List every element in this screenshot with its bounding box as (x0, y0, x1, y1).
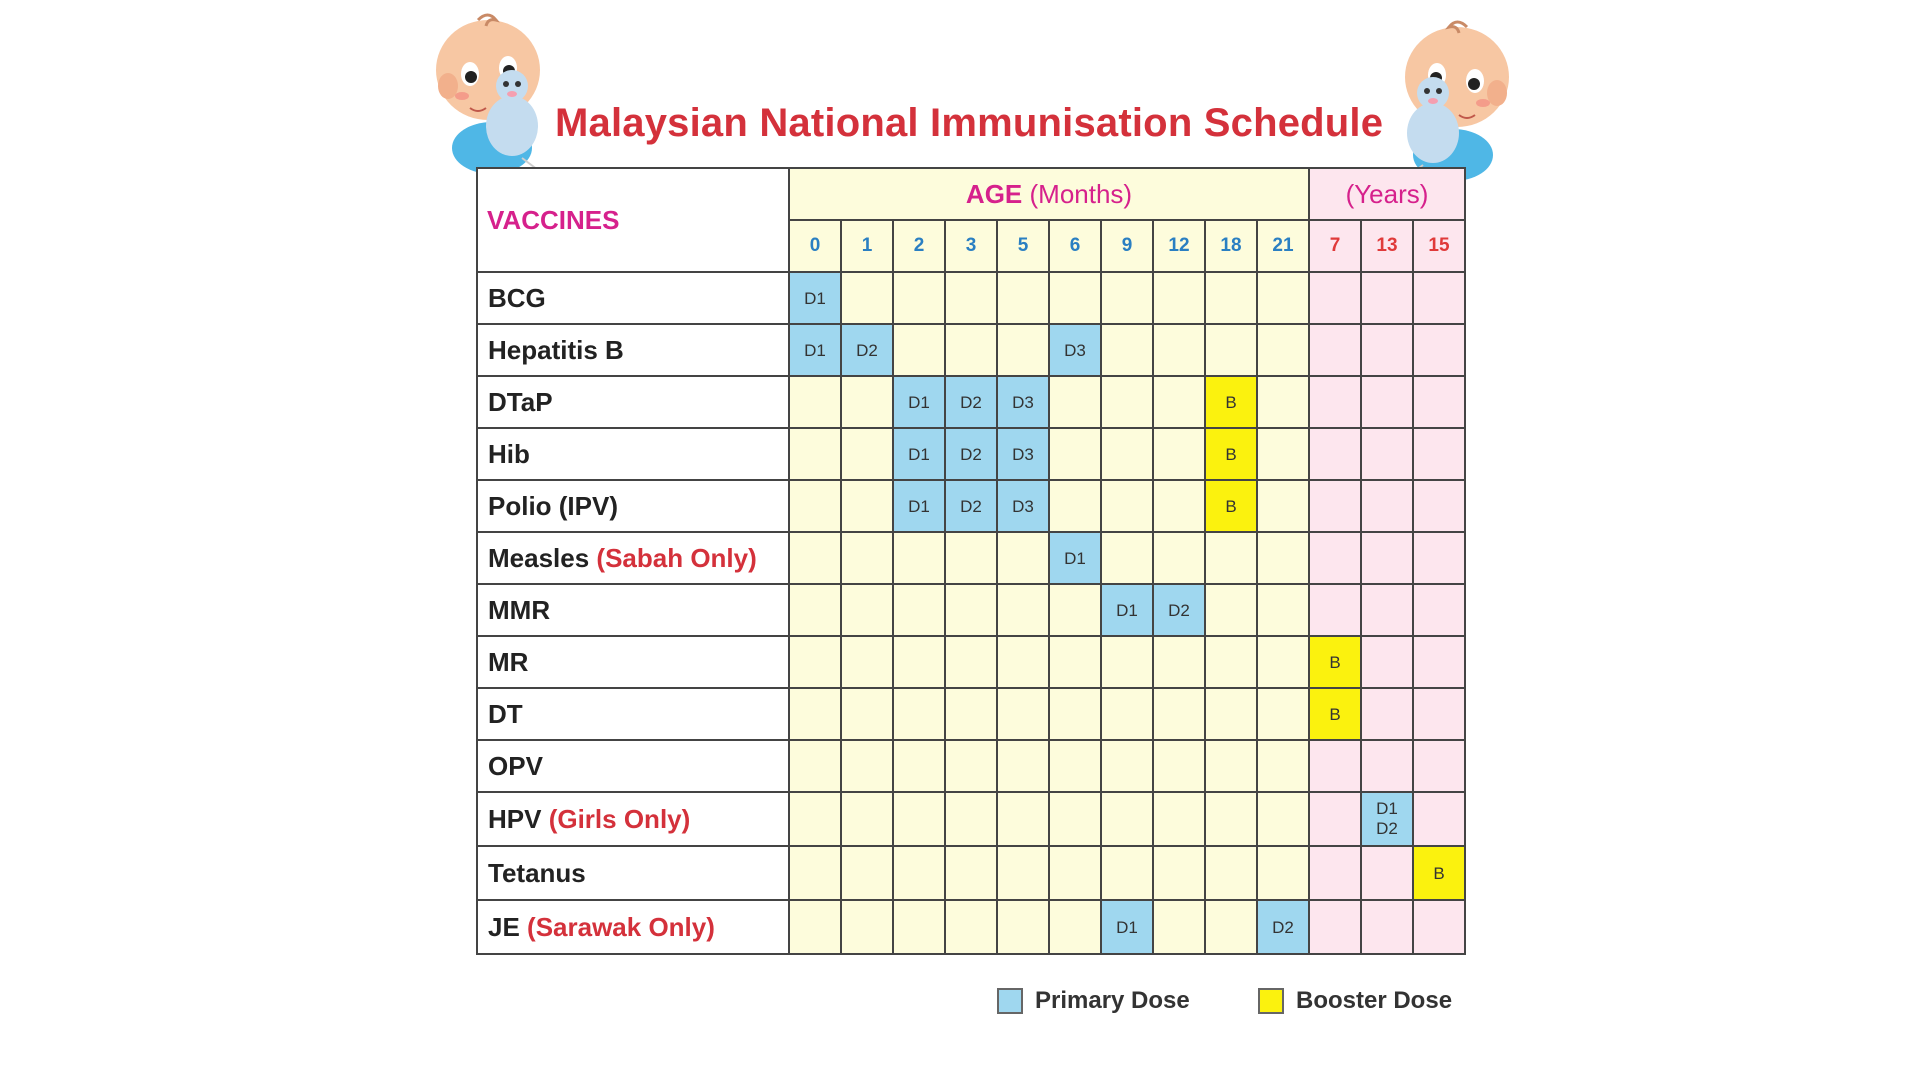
vaccine-name-text: DT (488, 698, 523, 729)
empty-cell (1153, 480, 1205, 532)
primary-dose-cell: D2 (841, 324, 893, 376)
empty-cell (1049, 688, 1101, 740)
empty-cell (841, 532, 893, 584)
vaccine-row (477, 584, 1465, 636)
empty-cell (1361, 480, 1413, 532)
empty-cell (893, 324, 945, 376)
vaccine-name (477, 636, 789, 688)
empty-cell (997, 272, 1049, 324)
empty-cell (1309, 846, 1361, 900)
empty-cell (1153, 900, 1205, 954)
empty-cell (1309, 272, 1361, 324)
empty-cell (997, 792, 1049, 846)
vaccine-name (477, 480, 789, 532)
empty-cell (945, 740, 997, 792)
primary-dose-cell: D1 (789, 324, 841, 376)
empty-cell (1205, 740, 1257, 792)
empty-cell (1153, 792, 1205, 846)
primary-dose-cell: D1 (1101, 900, 1153, 954)
empty-cell (893, 584, 945, 636)
empty-cell (1049, 480, 1101, 532)
empty-cell (1413, 376, 1465, 428)
month-col-header: 6 (1049, 220, 1101, 272)
empty-cell (997, 900, 1049, 954)
empty-cell (1153, 272, 1205, 324)
primary-dose-cell: D3 (997, 376, 1049, 428)
empty-cell (893, 792, 945, 846)
empty-cell (1361, 900, 1413, 954)
primary-dose-cell: D3 (1049, 324, 1101, 376)
month-col-header: 9 (1101, 220, 1153, 272)
empty-cell (1413, 792, 1465, 846)
empty-cell (997, 846, 1049, 900)
empty-cell (1257, 376, 1309, 428)
empty-cell (1049, 636, 1101, 688)
empty-cell (1205, 636, 1257, 688)
empty-cell (1413, 688, 1465, 740)
empty-cell (1257, 636, 1309, 688)
vaccine-name-text: BCG (488, 282, 546, 313)
empty-cell (1413, 636, 1465, 688)
month-col-header: 18 (1205, 220, 1257, 272)
empty-cell (1361, 688, 1413, 740)
legend-primary (997, 986, 1190, 1016)
empty-cell (1309, 792, 1361, 846)
empty-cell (893, 272, 945, 324)
vaccine-name (477, 688, 789, 740)
primary-dose-cell: D2 (945, 480, 997, 532)
primary-dose-swatch (997, 988, 1023, 1014)
empty-cell (893, 532, 945, 584)
booster-dose-swatch (1258, 988, 1284, 1014)
vaccine-name-text: DTaP (488, 386, 553, 417)
empty-cell (1153, 376, 1205, 428)
booster-dose-label: Booster Dose (1296, 987, 1453, 1014)
empty-cell (1101, 480, 1153, 532)
empty-cell (789, 900, 841, 954)
vaccine-name-text: JE (488, 911, 520, 942)
month-col-header: 1 (841, 220, 893, 272)
empty-cell (1049, 428, 1101, 480)
vaccine-note: (Sabah Only) (596, 542, 757, 573)
empty-cell (1309, 740, 1361, 792)
empty-cell (841, 272, 893, 324)
vaccine-name (477, 324, 789, 376)
vaccine-name (477, 532, 789, 584)
empty-cell (945, 792, 997, 846)
empty-cell (841, 376, 893, 428)
empty-cell (893, 688, 945, 740)
vaccine-row (477, 480, 1465, 532)
vaccine-name-text: Hib (488, 438, 530, 469)
empty-cell (1049, 740, 1101, 792)
vaccine-row (477, 272, 1465, 324)
empty-cell (1101, 428, 1153, 480)
month-col-header: 0 (789, 220, 841, 272)
empty-cell (893, 846, 945, 900)
vaccine-name (477, 272, 789, 324)
empty-cell (1309, 900, 1361, 954)
empty-cell (1205, 532, 1257, 584)
empty-cell (1361, 846, 1413, 900)
empty-cell (1205, 272, 1257, 324)
empty-cell (893, 740, 945, 792)
primary-dose-cell: D3 (997, 428, 1049, 480)
vaccine-row (477, 428, 1465, 480)
year-col-header: 15 (1413, 220, 1465, 272)
empty-cell (1153, 532, 1205, 584)
vaccine-name (477, 584, 789, 636)
empty-cell (789, 846, 841, 900)
empty-cell (945, 324, 997, 376)
vaccine-name-text: Measles (488, 542, 590, 573)
empty-cell (1257, 428, 1309, 480)
empty-cell (1361, 376, 1413, 428)
vaccine-note: (Sarawak Only) (527, 911, 715, 942)
vaccine-name (477, 376, 789, 428)
empty-cell (1361, 428, 1413, 480)
vaccine-note: (Girls Only) (548, 803, 691, 834)
empty-cell (1101, 324, 1153, 376)
booster-dose-cell: B (1413, 846, 1465, 900)
primary-dose-cell: D1 (1049, 532, 1101, 584)
empty-cell (1309, 584, 1361, 636)
primary-dose-cell: D1 (893, 428, 945, 480)
empty-cell (1205, 846, 1257, 900)
empty-cell (789, 688, 841, 740)
empty-cell (945, 272, 997, 324)
primary-dose-cell: D1 (789, 272, 841, 324)
vaccine-row (477, 324, 1465, 376)
vaccine-row (477, 532, 1465, 584)
empty-cell (1309, 532, 1361, 584)
month-col-header: 12 (1153, 220, 1205, 272)
empty-cell (1049, 584, 1101, 636)
empty-cell (789, 740, 841, 792)
empty-cell (1309, 480, 1361, 532)
vaccine-row (477, 688, 1465, 740)
empty-cell (1049, 846, 1101, 900)
empty-cell (841, 480, 893, 532)
empty-cell (1101, 636, 1153, 688)
immunisation-table (476, 167, 1466, 955)
vaccine-row (477, 792, 1465, 846)
empty-cell (841, 740, 893, 792)
empty-cell (1413, 532, 1465, 584)
empty-cell (1205, 584, 1257, 636)
empty-cell (1257, 584, 1309, 636)
vaccine-row (477, 900, 1465, 954)
empty-cell (1413, 740, 1465, 792)
header-row (477, 168, 1465, 220)
vaccine-name-text: OPV (488, 750, 543, 781)
vaccine-name-text: MMR (488, 594, 551, 625)
empty-cell (1413, 324, 1465, 376)
vaccine-row (477, 740, 1465, 792)
empty-cell (893, 900, 945, 954)
empty-cell (1101, 740, 1153, 792)
empty-cell (1101, 272, 1153, 324)
vaccine-name (477, 846, 789, 900)
empty-cell (789, 636, 841, 688)
empty-cell (1257, 740, 1309, 792)
empty-cell (841, 792, 893, 846)
empty-cell (1153, 688, 1205, 740)
primary-dose-cell: D1 (893, 376, 945, 428)
age-unit: (Months) (1029, 178, 1133, 209)
empty-cell (1049, 900, 1101, 954)
empty-cell (789, 428, 841, 480)
empty-cell (1101, 376, 1153, 428)
empty-cell (1205, 324, 1257, 376)
empty-cell (1413, 480, 1465, 532)
primary-dose-cell: D1 D2 (1361, 792, 1413, 846)
vaccine-name (477, 428, 789, 480)
booster-dose-cell: B (1205, 428, 1257, 480)
empty-cell (1101, 688, 1153, 740)
empty-cell (1361, 532, 1413, 584)
empty-cell (1309, 376, 1361, 428)
primary-dose-cell: D2 (945, 428, 997, 480)
month-col-header: 3 (945, 220, 997, 272)
empty-cell (1049, 376, 1101, 428)
primary-dose-cell: D2 (1153, 584, 1205, 636)
empty-cell (1101, 846, 1153, 900)
age-word: AGE (965, 178, 1023, 209)
empty-cell (841, 428, 893, 480)
primary-dose-cell: D1 (893, 480, 945, 532)
baby-cartoon-icon (430, 8, 570, 183)
empty-cell (1361, 272, 1413, 324)
year-col-header: 13 (1361, 220, 1413, 272)
month-col-header: 5 (997, 220, 1049, 272)
empty-cell (841, 900, 893, 954)
age-years-header: (Years) (1309, 168, 1465, 220)
empty-cell (841, 688, 893, 740)
empty-cell (1413, 584, 1465, 636)
vaccine-name (477, 792, 789, 846)
empty-cell (841, 584, 893, 636)
empty-cell (1153, 428, 1205, 480)
primary-dose-cell: D1 (1101, 584, 1153, 636)
empty-cell (1413, 428, 1465, 480)
empty-cell (1257, 324, 1309, 376)
empty-cell (1257, 480, 1309, 532)
empty-cell (945, 688, 997, 740)
vaccine-row (477, 636, 1465, 688)
empty-cell (1361, 324, 1413, 376)
age-months-header (789, 168, 1309, 220)
empty-cell (1101, 532, 1153, 584)
booster-dose-cell: B (1205, 480, 1257, 532)
empty-cell (789, 480, 841, 532)
year-col-header: 7 (1309, 220, 1361, 272)
empty-cell (1257, 532, 1309, 584)
empty-cell (789, 532, 841, 584)
empty-cell (1361, 584, 1413, 636)
empty-cell (893, 636, 945, 688)
vaccine-row (477, 846, 1465, 900)
month-col-header: 21 (1257, 220, 1309, 272)
baby-cartoon-icon (1375, 15, 1515, 190)
empty-cell (945, 532, 997, 584)
primary-dose-label: Primary Dose (1035, 987, 1190, 1014)
empty-cell (1101, 792, 1153, 846)
empty-cell (997, 740, 1049, 792)
empty-cell (1309, 324, 1361, 376)
empty-cell (997, 688, 1049, 740)
empty-cell (841, 846, 893, 900)
primary-dose-cell: D3 (997, 480, 1049, 532)
empty-cell (997, 324, 1049, 376)
empty-cell (1205, 792, 1257, 846)
month-col-header: 2 (893, 220, 945, 272)
booster-dose-cell: B (1309, 688, 1361, 740)
empty-cell (1413, 272, 1465, 324)
empty-cell (1153, 324, 1205, 376)
vaccines-header: VACCINES (477, 168, 789, 272)
empty-cell (1361, 740, 1413, 792)
empty-cell (1413, 900, 1465, 954)
vaccine-name-text: Polio (IPV) (488, 490, 618, 521)
primary-dose-cell: D2 (1257, 900, 1309, 954)
empty-cell (1049, 272, 1101, 324)
empty-cell (1257, 846, 1309, 900)
empty-cell (997, 532, 1049, 584)
booster-dose-cell: B (1205, 376, 1257, 428)
empty-cell (841, 636, 893, 688)
empty-cell (789, 584, 841, 636)
empty-cell (1205, 688, 1257, 740)
empty-cell (997, 636, 1049, 688)
primary-dose-cell: D2 (945, 376, 997, 428)
vaccine-row (477, 376, 1465, 428)
empty-cell (945, 900, 997, 954)
empty-cell (789, 792, 841, 846)
page-title: Malaysian National Immunisation Schedule (555, 100, 1384, 145)
empty-cell (1205, 900, 1257, 954)
vaccine-name-text: MR (488, 646, 529, 677)
empty-cell (1257, 688, 1309, 740)
vaccine-name-text: HPV (488, 803, 542, 834)
empty-cell (945, 584, 997, 636)
empty-cell (1153, 846, 1205, 900)
legend-booster (1258, 986, 1452, 1016)
empty-cell (997, 584, 1049, 636)
empty-cell (1049, 792, 1101, 846)
schedule-body (477, 272, 1465, 954)
empty-cell (1257, 272, 1309, 324)
empty-cell (789, 376, 841, 428)
empty-cell (1153, 636, 1205, 688)
vaccine-name (477, 740, 789, 792)
empty-cell (945, 846, 997, 900)
empty-cell (945, 636, 997, 688)
empty-cell (1153, 740, 1205, 792)
empty-cell (1361, 636, 1413, 688)
empty-cell (1257, 792, 1309, 846)
booster-dose-cell: B (1309, 636, 1361, 688)
vaccine-name-text: Hepatitis B (488, 334, 624, 365)
vaccine-name-text: Tetanus (488, 857, 586, 888)
vaccine-name (477, 900, 789, 954)
empty-cell (1309, 428, 1361, 480)
